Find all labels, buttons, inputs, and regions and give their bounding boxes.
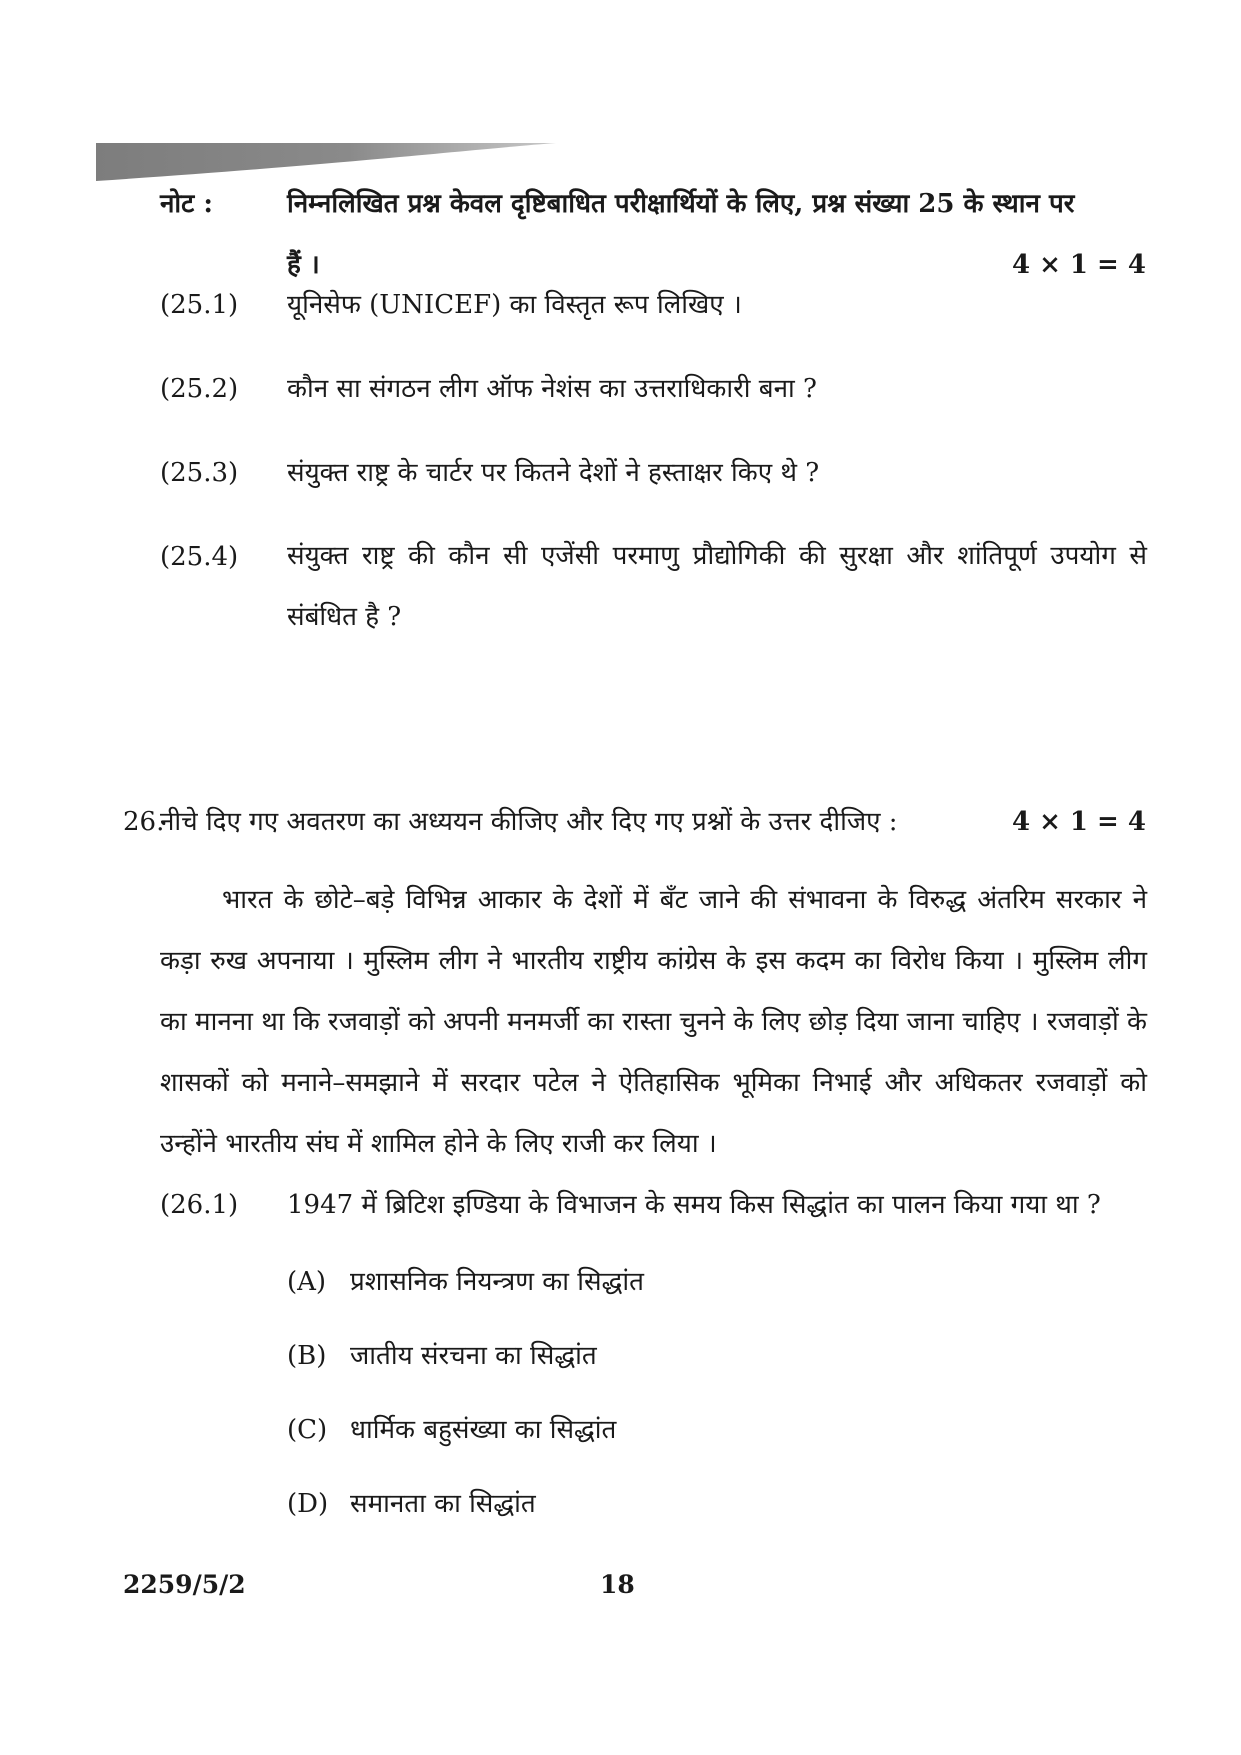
question-text: यूनिसेफ (UNICEF) का विस्तृत रूप लिखिए ।: [287, 290, 742, 320]
note-text: निम्नलिखित प्रश्न केवल दृष्टिबाधित परीक्षार्थियों के लिए, प्रश्न संख्या 25 के स्थान पर: [287, 189, 1075, 219]
note-label: नोट :: [160, 189, 213, 219]
question-text: कौन सा संगठन लीग ऑफ नेशंस का उत्तराधिकारी बना ?: [287, 374, 817, 404]
option-label: (B): [287, 1341, 327, 1371]
note-text-continued: हैं ।: [287, 250, 320, 280]
question-number: (25.4): [160, 542, 239, 572]
question-number: (25.3): [160, 458, 239, 488]
question-text: संयुक्त राष्ट्र की कौन सी एजेंसी परमाणु प्रौद्योगिकी की सुरक्षा और शांतिपूर्ण उपयोग से संबंधित है ?: [287, 541, 1147, 632]
question-number: 26.: [123, 807, 165, 837]
header-decoration-bar: [96, 143, 556, 181]
subquestion-number: (26.1): [160, 1190, 239, 1220]
paper-code: 2259/5/2: [123, 1570, 246, 1599]
reading-passage: भारत के छोटे–बड़े विभिन्न आकार के देशों में बँट जाने की संभावना के विरुद्ध अंतरिम सरकार ने कड़ा रुख अपनाया । मुस्लिम लीग ने भारतीय राष्ट्रीय कांग्रेस के इस कदम का विरोध किया । मुस्लिम लीग का मानना था कि रजवाड़ों को अपनी मनमर्जी का रास्ता चुनने के लिए छोड़ दिया जाना चाहिए । रजवाड़ों के शासकों को मनाने–समझाने में सरदार पटेल ने ऐतिहासिक भूमिका निभाई और अधिकतर रजवाड़ों को उन्होंने भारतीय संघ में शामिल होने के लिए राजी कर लिया ।: [160, 885, 1147, 1159]
option-text: समानता का सिद्धांत: [350, 1489, 536, 1519]
option-label: (C): [287, 1415, 328, 1445]
question-instruction: नीचे दिए गए अवतरण का अध्ययन कीजिए और दिए गए प्रश्नों के उत्तर दीजिए :: [160, 807, 898, 837]
option-label: (A): [287, 1267, 327, 1297]
question-text: संयुक्त राष्ट्र के चार्टर पर कितने देशों ने हस्ताक्षर किए थे ?: [287, 458, 820, 488]
question-marks: 4 × 1 = 4: [1011, 807, 1146, 837]
option-text: धार्मिक बहुसंख्या का सिद्धांत: [350, 1415, 617, 1445]
question-number: (25.1): [160, 290, 239, 320]
subquestion-text: 1947 में ब्रिटिश इण्डिया के विभाजन के समय किस सिद्धांत का पालन किया गया था ?: [287, 1190, 1101, 1220]
page-number: 18: [600, 1570, 635, 1599]
option-text: जातीय संरचना का सिद्धांत: [350, 1341, 597, 1371]
option-label: (D): [287, 1489, 329, 1519]
question-number: (25.2): [160, 374, 239, 404]
option-text: प्रशासनिक नियन्त्रण का सिद्धांत: [350, 1267, 644, 1297]
note-marks: 4 × 1 = 4: [1011, 250, 1146, 280]
